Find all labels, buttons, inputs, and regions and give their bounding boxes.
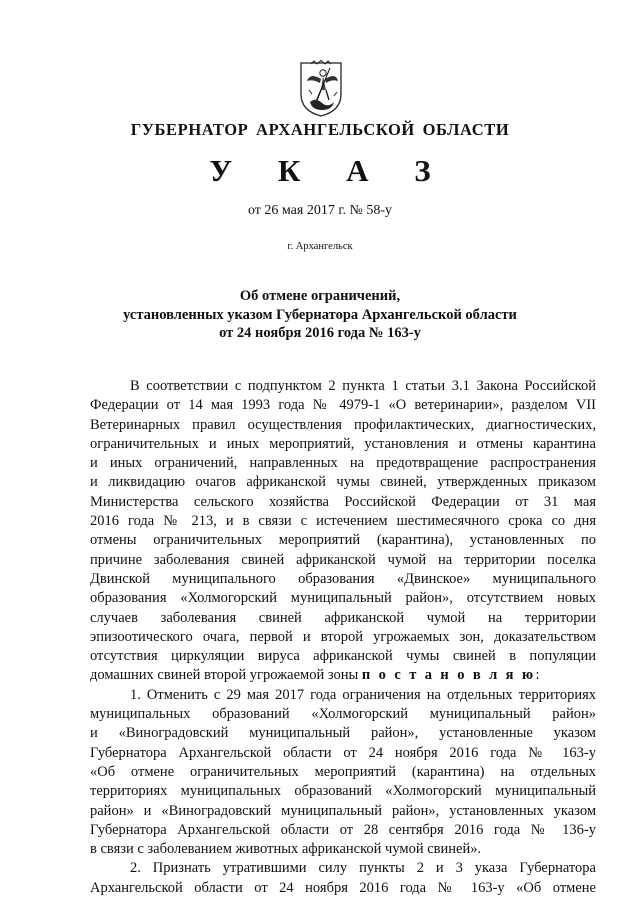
body-line: отмены ограничительных мероприятий (карантина), установленных по	[90, 532, 596, 549]
body-line: случаев заболевания свиней африканской чумой на территории	[90, 609, 596, 626]
body-line: отсутствия циркуляции вируса африканской чумы свиней в популяции	[90, 648, 596, 665]
decree-city: г. Архангельск	[287, 241, 353, 252]
decree-word: п о с т а н о в л я ю	[361, 667, 536, 684]
body-line: образования «Холмогорский муниципальный район», отсутствием новых	[90, 590, 596, 607]
body-line: 1. Отменить с 29 мая 2017 года ограничения на отдельных территориях	[130, 686, 596, 703]
decree-body	[90, 377, 596, 898]
decree-date-number: от 26 мая 2017 г. № 58-у	[247, 203, 393, 218]
body-line: Ветеринарных правил осуществления профилактических, диагностических,	[90, 416, 596, 433]
body-line: Архангельской области от 24 ноября 2016 года № 163-у «Об отмене	[90, 879, 596, 896]
decree-colon: :	[535, 667, 540, 684]
body-line: Губернатора Архангельской области от 24 ноября 2016 года № 163-у	[90, 744, 596, 761]
body-line: 2016 года № 213, и в связи с истечением шестимесячного срока со дня	[90, 513, 596, 530]
body-line: район» и «Виноградовский муниципальный район», установленных указом	[90, 802, 596, 819]
body-line: Губернатора Архангельской области от 28 сентября 2016 года № 136-у	[90, 821, 596, 838]
decree-subject	[0, 287, 640, 343]
body-line: Двинской муниципального образования «Двинское» муниципального	[90, 570, 596, 587]
body-line: ограничительных и иных мероприятий, установления и отмены карантина	[90, 435, 596, 452]
body-line: территориях муниципальных образований «Холмогорский муниципальный	[90, 783, 596, 800]
body-line-decree	[90, 666, 596, 685]
authority-title: ГУБЕРНАТОР АРХАНГЕЛЬСКОЙ ОБЛАСТИ	[130, 120, 510, 139]
body-line: эпизоотического очага, первой и второй угрожаемых зон, доказательством	[90, 628, 596, 645]
body-line: В соответствии с подпунктом 2 пункта 1 статьи 3.1 Закона Российской	[130, 378, 596, 394]
document-type: У К А З	[209, 153, 450, 188]
body-line: 2. Признать утратившими силу пункты 2 и 3 указа Губернатора	[130, 860, 596, 877]
body-line: муниципальных образований «Холмогорский муниципальный район»	[90, 706, 596, 723]
body-line: причине заболевания свиней африканской чумой на территории поселка	[90, 551, 596, 568]
body-line: «Об отмене ограничительных мероприятий (карантина) на отдельных	[90, 763, 596, 780]
body-line: и «Виноградовский муниципальный район», установленные указом	[90, 725, 596, 742]
arkhangelsk-coat-of-arms-icon	[298, 60, 344, 118]
body-line: Федерации от 14 мая 1993 года № 4979-1 «О ветеринарии», разделом VII	[90, 397, 596, 414]
subject-line: установленных указом Губернатора Архангельской области	[123, 306, 517, 323]
subject-line: от 24 ноября 2016 года № 163-у	[219, 325, 421, 341]
body-line: Министерства сельского хозяйства Российской Федерации от 31 мая	[90, 493, 596, 510]
subject-line: Об отмене ограничений,	[239, 288, 401, 304]
body-line: и иных ограничений, направленных на предотвращение распространения	[90, 455, 596, 472]
body-line: в связи с заболеванием животных африканской чумой свиней».	[90, 841, 482, 858]
body-line: домашних свиней второй угрожаемой зоны	[90, 667, 359, 684]
body-line: и ликвидацию очагов африканской чумы свиней, утвержденных приказом	[90, 474, 596, 491]
